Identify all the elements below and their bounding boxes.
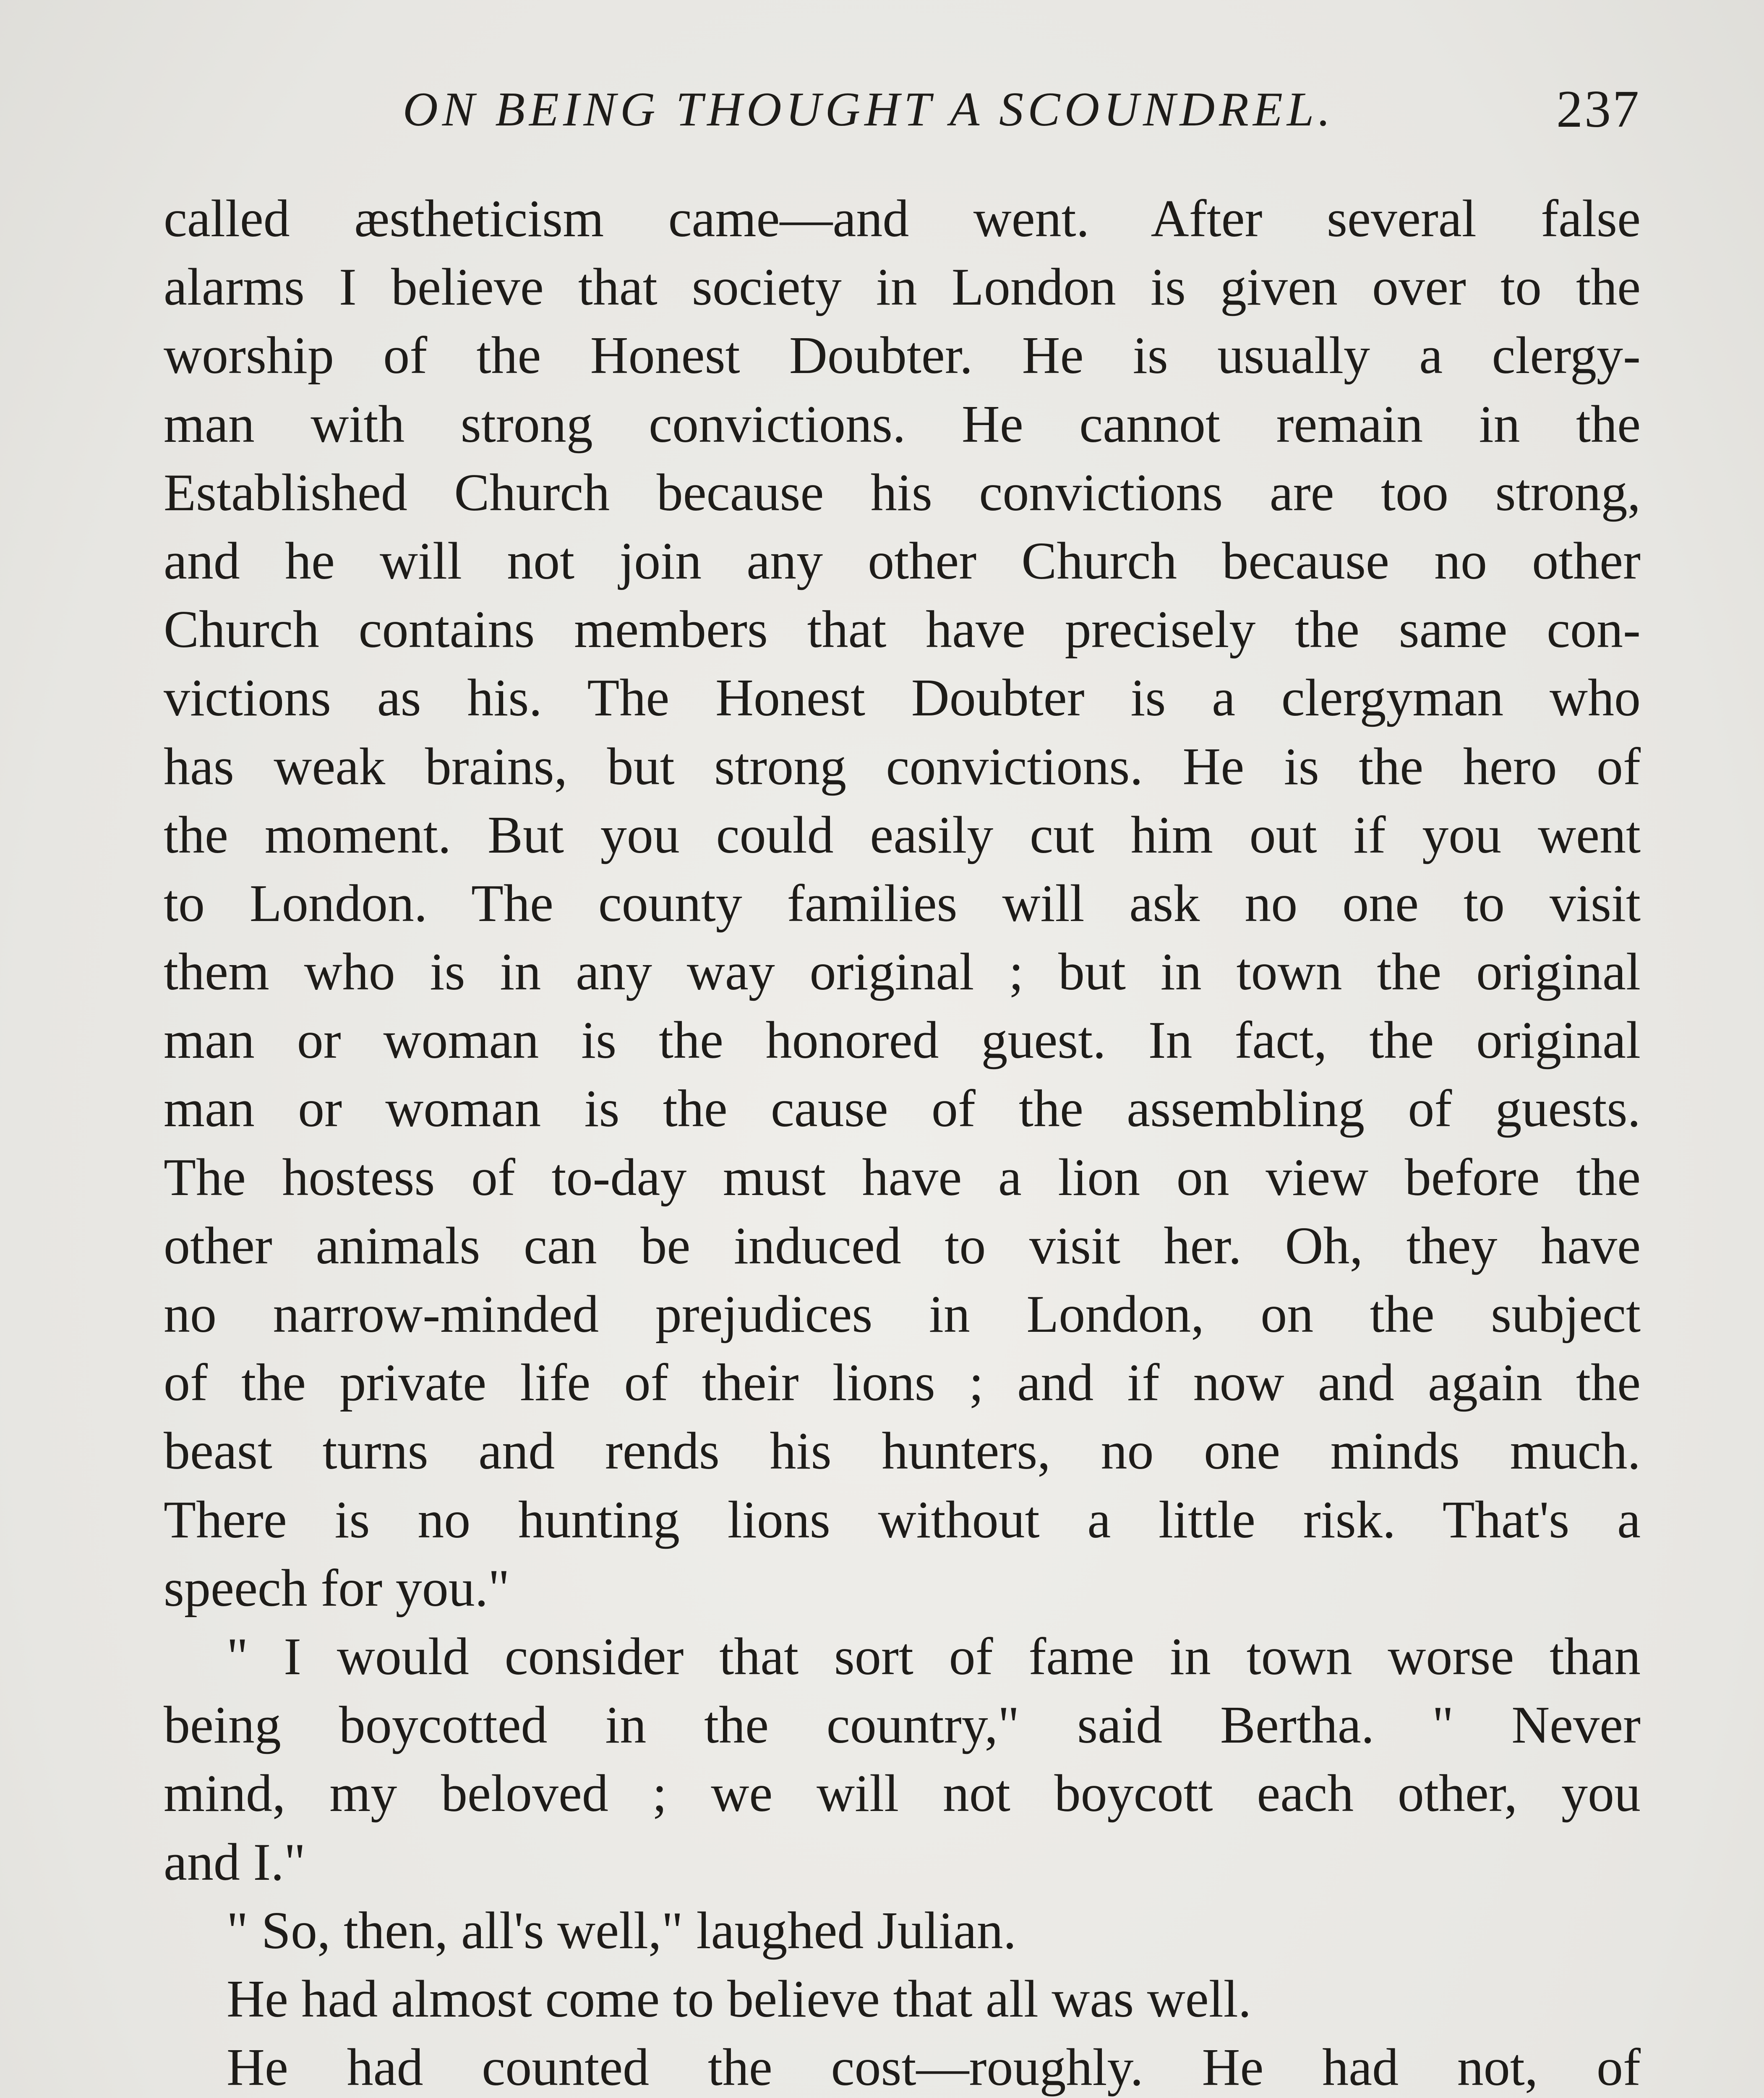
running-title: ON BEING THOUGHT A SCOUNDREL.: [403, 83, 1335, 136]
text-line: other animals can be induced to visit her. Oh, they have: [164, 1216, 1641, 1275]
text-line: of the private life of their lions ; and if now and again the: [164, 1354, 1641, 1412]
text-line: mind, my beloved ; we will not boycott each other, you: [164, 1764, 1641, 1823]
text-line: called æstheticism came—and went. After several false: [164, 190, 1641, 248]
text-line: the moment. But you could easily cut him out if you went: [164, 806, 1641, 864]
text-line: There is no hunting lions without a little risk. That's a: [164, 1490, 1641, 1549]
text-line: being boycotted in the country," said Bertha. " Never: [164, 1696, 1641, 1755]
text-line: worship of the Honest Doubter. He is usually a clergy-: [164, 326, 1641, 385]
text-line: no narrow-minded prejudices in London, on the subject: [164, 1285, 1641, 1344]
text-line: speech for you.": [164, 1559, 510, 1618]
text-line: man or woman is the cause of the assembling of guests.: [164, 1080, 1641, 1138]
text-line: " I would consider that sort of fame in town worse than: [227, 1627, 1641, 1686]
text-line: man or woman is the honored guest. In fact, the original: [164, 1011, 1641, 1070]
text-line: He had almost come to believe that all was well.: [227, 1970, 1252, 2028]
text-line: has weak brains, but strong convictions. He is the hero of: [164, 737, 1641, 796]
text-line: Established Church because his convictions are too strong,: [164, 463, 1641, 522]
body-text: [164, 185, 1641, 2098]
text-line: and he will not join any other Church because no other: [164, 532, 1641, 590]
text-line: and I.": [164, 1833, 306, 1892]
text-line: alarms I believe that society in London is given over to the: [164, 258, 1641, 317]
running-head: [176, 82, 1641, 136]
page-number: 237: [1556, 80, 1641, 138]
text-line: Church contains members that have precisely the same con-: [164, 600, 1641, 659]
text-line: He had counted the cost—roughly. He had not, of: [227, 2038, 1641, 2097]
text-line: The hostess of to-day must have a lion on view before the: [164, 1148, 1641, 1207]
text-line: victions as his. The Honest Doubter is a clergyman who: [164, 669, 1641, 728]
text-line: man with strong convictions. He cannot remain in the: [164, 395, 1641, 454]
text-line: beast turns and rends his hunters, no one minds much.: [164, 1422, 1641, 1481]
text-line: to London. The county families will ask no one to visit: [164, 874, 1641, 933]
text-line: them who is in any way original ; but in town the original: [164, 943, 1641, 1002]
text-line: " So, then, all's well," laughed Julian.: [227, 1901, 1017, 1960]
